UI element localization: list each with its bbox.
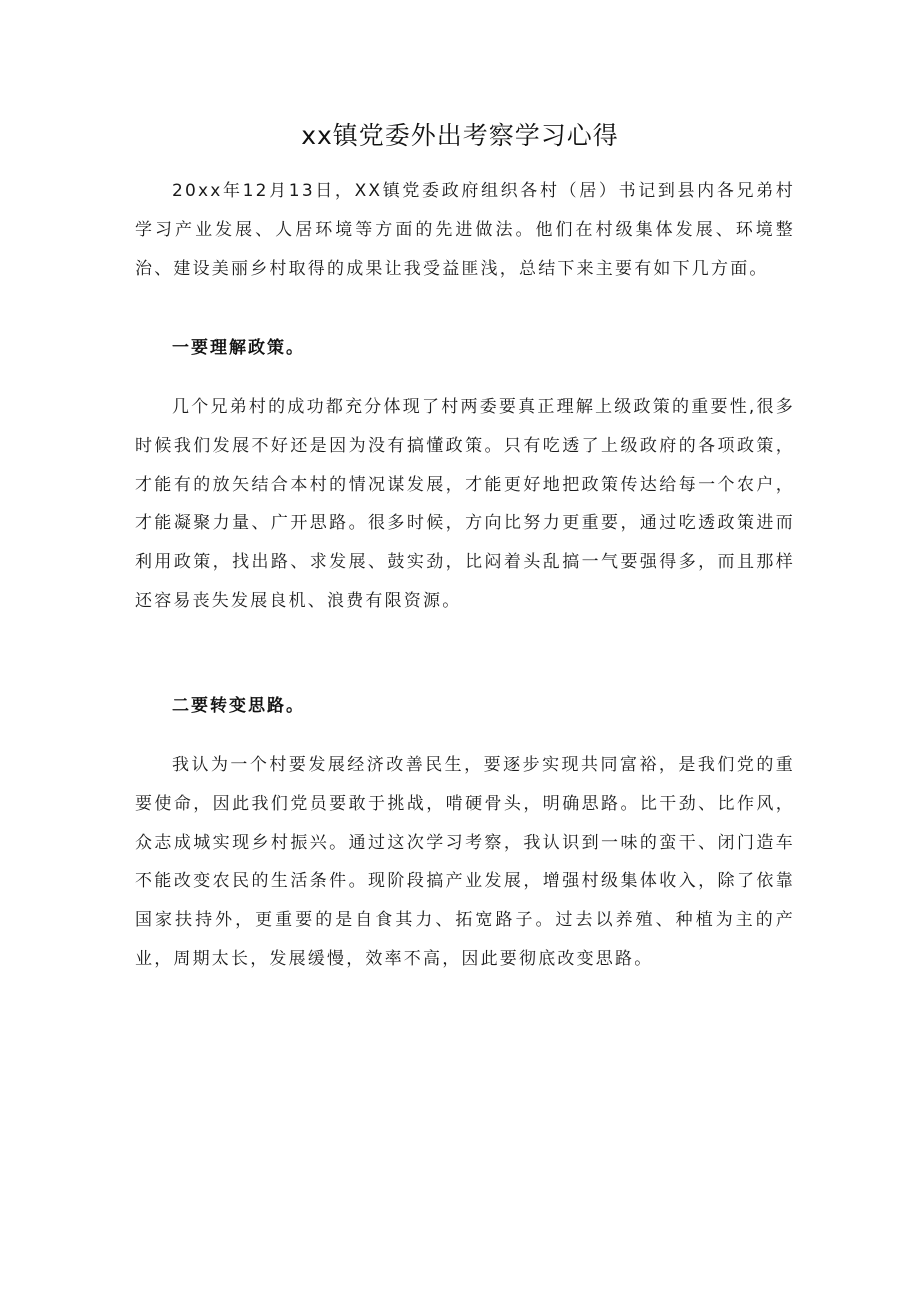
section-heading-thinking: 二要转变思路。 <box>172 696 305 716</box>
document-title: xx镇党委外出考察学习心得 <box>301 121 619 150</box>
intro-paragraph: 20xx年12月13日，XX镇党委政府组织各村（居）书记到县内各兄弟村学习产业发展、人居环境等方面的先进做法。他们在村级集体发展、环境整治、建设美丽乡村取得的成果让我受益匪浅，总结下来主要有如下几方面。 <box>135 181 795 279</box>
section-heading-policy: 一要理解政策。 <box>172 338 305 358</box>
section-body-thinking: 我认为一个村要发展经济改善民生，要逐步实现共同富裕，是我们党的重要使命，因此我们党员要敢于挑战，啃硬骨头，明确思路。比干劲、比作风，众志成城实现乡村振兴。通过这次学习考察，我认识到一味的蛮干、闭门造车不能改变农民的生活条件。现阶段搞产业发展，增强村级集体收入，除了依靠国家扶持外，更重要的是自食其力、拓宽路子。过去以养殖、种植为主的产业，周期太长，发展缓慢，效率不高，因此要彻底改变思路。 <box>135 755 795 969</box>
section-body-policy: 几个兄弟村的成功都充分体现了村两委要真正理解上级政策的重要性,很多时候我们发展不好还是因为没有搞懂政策。只有吃透了上级政府的各项政策，才能有的放矢结合本村的情况谋发展，才能更好地把政策传达给每一个农户，才能凝聚力量、广开思路。很多时候，方向比努力更重要，通过吃透政策进而利用政策，找出路、求发展、鼓实劲，比闷着头乱搞一气要强得多，而且那样还容易丧失发展良机、浪费有限资源。 <box>135 397 795 611</box>
